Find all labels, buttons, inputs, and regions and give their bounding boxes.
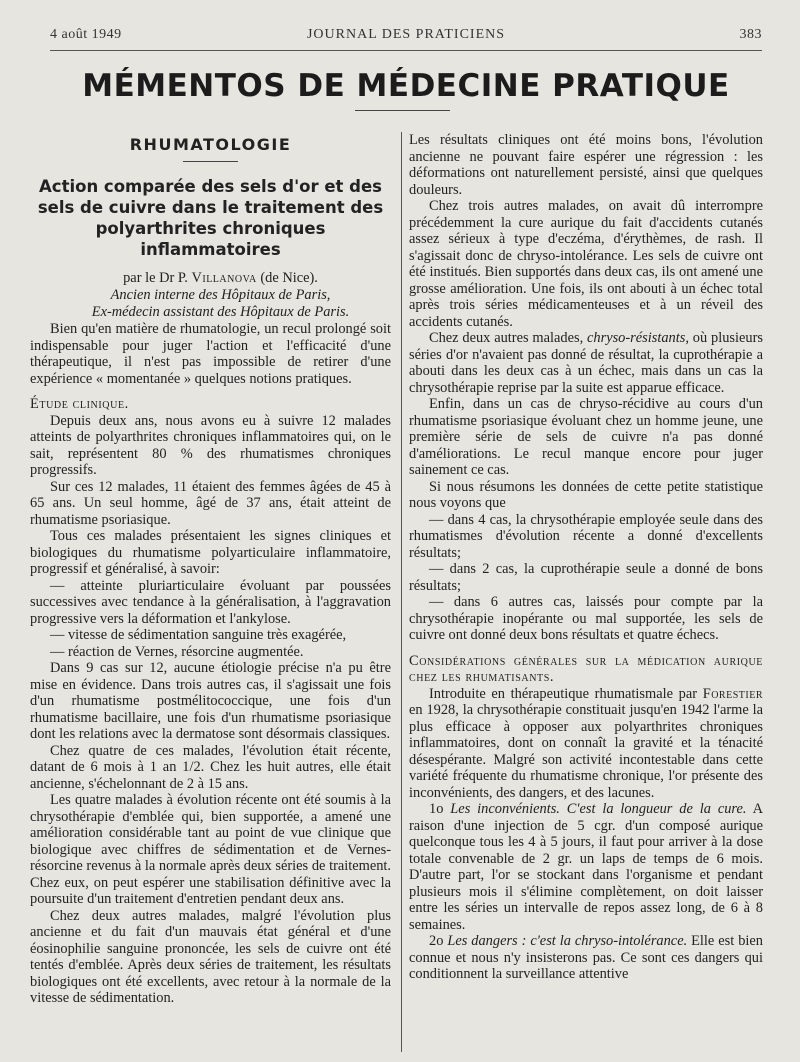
list-item: — vitesse de sédimentation sanguine très exagérée,	[50, 627, 347, 643]
issue-date: 4 août 1949	[50, 27, 122, 42]
byline-suffix: (de Nice).	[260, 270, 318, 286]
item-number: 1o	[429, 801, 444, 817]
paragraph	[409, 801, 763, 933]
paragraph: Depuis deux ans, nous avons eu à suivre 12 malades atteints de polyarthrites chroniques inflammatoires qui, on le sait, représentent 80 % des rhumatismes chroniques progressifs.	[30, 412, 391, 478]
left-column	[30, 132, 391, 1007]
paragraph: Enfin, dans un cas de chryso-récidive au cours d'un rhumatisme psoriasique évoluant chez un homme jeune, une première série de sels de cuivre n'a pas donné d'améliorations. Le recul manque encore pour juger sainement ce cas.	[409, 396, 763, 478]
author-affiliation-2: Ex-médecin assistant des Hôpitaux de Paris.	[91, 304, 350, 320]
text-run: en 1928, la chrysothérapie constituait jusqu'en 1942 l'arme la plus efficace à opposer aux polyarthrites chroniques inflammatoires, dont on connaît la gravité et la ténacité désespérante. Malgré son activité incontestable dans cette variété fréquente du rhumatisme chronique, l'or présente des inconvénients, des dangers, et des lacunes.	[409, 702, 763, 801]
paragraph: Chez trois autres malades, on avait dû interrompre précédemment la cure aurique du fait d'accidents cutanés assez sérieux à type d'eczéma, d'érythèmes, de rash. Il s'agissait donc de chryso-intolérance. Les sels de cuivre ont été institués. Bien supportés dans deux cas, ils ont amené une grosse amélioration. Une fois, ils ont abouti à un échec total après trois séries médicamenteuses et à un réveil des accidents cutanés.	[409, 198, 763, 330]
journal-name: JOURNAL DES PRATICIENS	[306, 27, 506, 42]
author-name: Villanova	[191, 270, 257, 286]
text-run: où plusieurs séries d'or n'avaient pas donné de résultat, la cuprothérapie a abouti dans les deux cas à un échec, mais dans un cas la chrysothérapie reprise par la suite est apparue efficace.	[409, 330, 763, 396]
paragraph	[409, 330, 763, 396]
paragraph: Si nous résumons les données de cette petite statistique nous voyons que	[409, 478, 763, 511]
text-run: Introduite en thérapeutique rhumatismale par	[429, 685, 698, 702]
section-rule	[183, 161, 238, 162]
column-divider	[401, 132, 402, 1052]
page-number: 383	[739, 27, 762, 42]
article-title: Action comparée des sels d'or et des sels de cuivre dans le traitement des polyarthrites chroniques inflammatoires	[37, 177, 384, 259]
emphasis: Les dangers : c'est la chryso-intolérance.	[447, 933, 688, 949]
emphasis: Les inconvénients. C'est la longueur de la cure.	[450, 801, 747, 817]
emphasis: chryso-résistants,	[587, 330, 689, 346]
subheading-considerations: Considérations générales sur la médication aurique chez les rhumatisants.	[409, 652, 763, 685]
paragraph	[409, 933, 763, 983]
paragraph: Chez quatre de ces malades, l'évolution était récente, datant de 6 mois à 1 an 1/2. Chez les huit autres, elle était ancienne, s'échelonnant de 2 à 15 ans.	[30, 742, 391, 792]
list-item: — dans 6 autres cas, laissés pour compte par la chrysothérapie inopérante ou mal supportée, les sels de cuivre ont donné deux bons résultats et quatre échecs.	[409, 594, 763, 643]
paragraph: Dans 9 cas sur 12, aucune étiologie précise n'a pu être mise en évidence. Dans trois autres cas, il s'agissait une fois d'un rhumatisme postmélitococcique, une fois d'un rhumatisme bacillaire, une fois d'un rhumatisme psoriasique dont les relations avec la dermatose sont désormais classiques.	[30, 660, 391, 742]
intro-paragraph: Bien qu'en matière de rhumatologie, un recul prolongé soit indispensable pour juger l'action et l'efficacité d'une thérapeutique, il n'est pas impossible de retirer d'une expérience « momentanée » quelques notions pratiques.	[30, 321, 391, 387]
list-item: — atteinte pluriarticulaire évoluant par poussées successives avec tendance à la généralisation, à l'aggravation progressive vers la déformation et l'ankylose.	[30, 577, 391, 627]
cited-name: Forestier	[702, 685, 763, 702]
running-header	[50, 27, 762, 47]
text-run: Chez deux autres malades,	[429, 330, 584, 346]
paragraph: Sur ces 12 malades, 11 étaient des femmes âgées de 45 à 65 ans. Un seul homme, âgé de 37 ans, était atteint de rhumatisme psoriasique.	[30, 478, 391, 528]
paragraph: Tous ces malades présentaient les signes cliniques et biologiques du rhumatisme polyarticulaire inflammatoire, progressif et généralisé, à savoir:	[30, 528, 391, 577]
text-run: A raison d'une injection de 5 cgr. d'un composé aurique quelconque tous les 4 à 5 jours, il faut pour arriver à la dose totale convenable de 2 gr. un laps de temps de 6 mois. D'autre part, l'or se stockant dans l'organisme et pendant plusieurs mois il s'élimine complètement, on doit laisser entre les séries un intervalle de repos assez long, de 6 à 8 semaines.	[409, 801, 763, 933]
byline-prefix: par le Dr P.	[123, 270, 188, 286]
text-run: Elle est bien connue et nous n'y insisterons pas. Ce sont ces dangers qui conditionnent la surveillance attentive	[409, 933, 763, 982]
item-number: 2o	[429, 933, 444, 949]
title-rule	[355, 110, 450, 111]
paragraph: Chez deux autres malades, malgré l'évolution plus ancienne et du fait d'un mauvais état général et d'une éosinophilie sanguine prononcée, les sels de cuivre ont été tentés d'emblée. Après deux séries de traitement, les résultats biologiques ont été excellents, avec retour à la normale de la vitesse de sédimentation.	[30, 907, 391, 1006]
author-affiliation-1: Ancien interne des Hôpitaux de Paris,	[110, 287, 331, 303]
list-item: — réaction de Vernes, résorcine augmentée.	[50, 643, 304, 660]
list-item: — dans 4 cas, la chrysothérapie employée seule dans des rhumatismes d'évolution récente a donné d'excellents résultats;	[409, 511, 763, 561]
subheading-etude-clinique: Étude clinique.	[30, 396, 129, 412]
right-column	[409, 132, 763, 983]
paragraph	[409, 686, 763, 802]
paragraph: Les quatre malades à évolution récente ont été soumis à la chrysothérapie d'emblée qui, bien supportée, a amené une amélioration considérable tant au point de vue clinique que biologique avec chiffres de sédimentation et de Vernes-résorcine revenus à la normale après deux séries de traitement. Chez eux, on peut espérer une stabilisation définitive avec la poursuite d'un traitement d'entretien pendant deux ans.	[30, 792, 391, 907]
header-rule	[50, 50, 762, 51]
page-title: MÉMENTOS DE MÉDECINE PRATIQUE	[82, 68, 730, 104]
byline	[30, 270, 391, 287]
list-item: — dans 2 cas, la cuprothérapie seule a donné de bons résultats;	[409, 561, 763, 594]
section-heading: RHUMATOLOGIE	[129, 135, 292, 154]
paragraph: Les résultats cliniques ont été moins bons, l'évolution ancienne ne pouvant faire espérer une régression : les déformations ont naturellement persisté, ainsi que quelques douleurs.	[409, 132, 763, 198]
